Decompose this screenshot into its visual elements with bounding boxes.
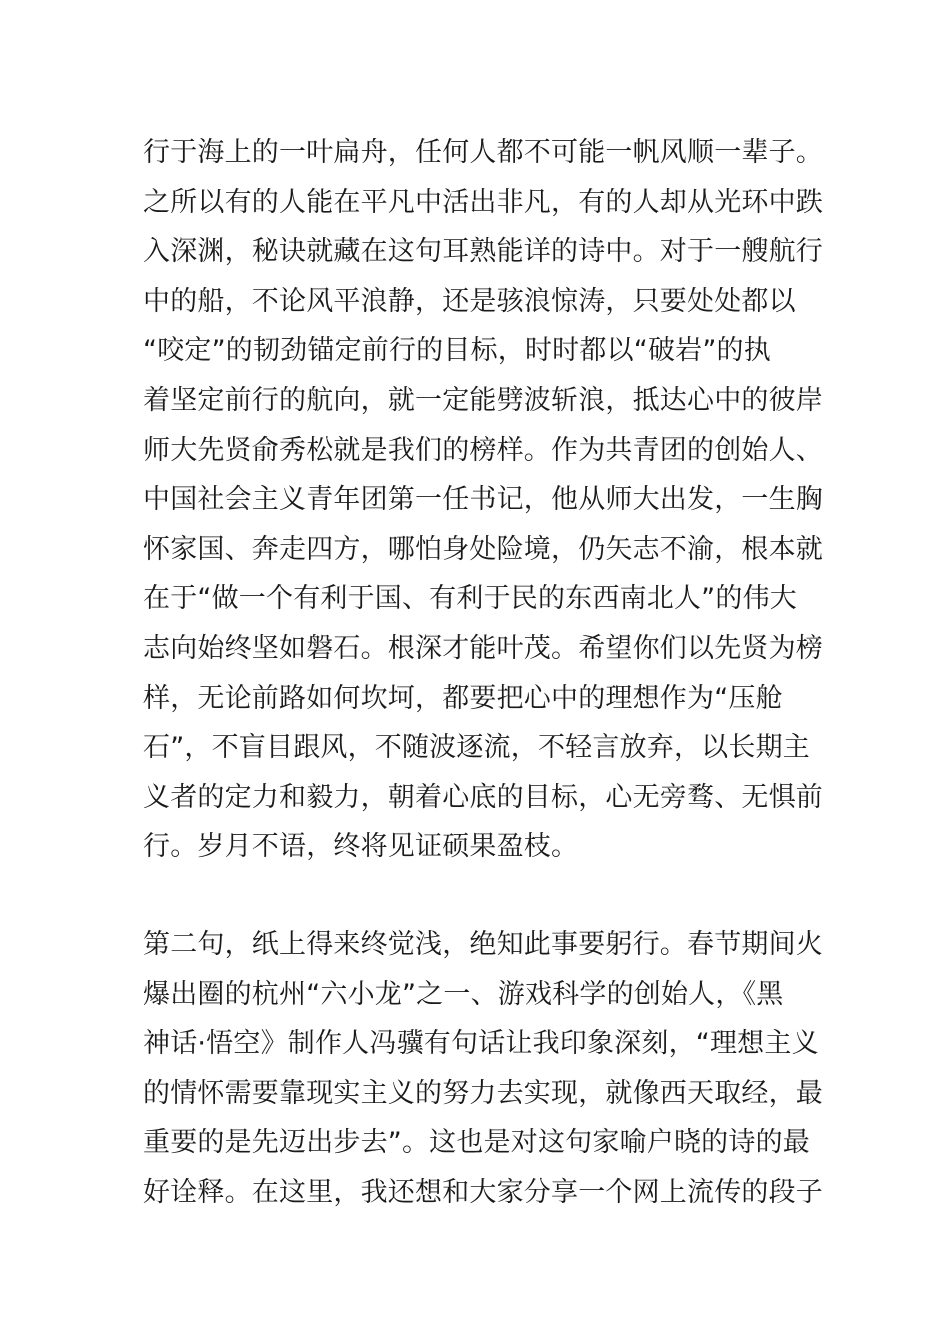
paragraph — [143, 128, 823, 872]
text-line: 行于海上的一叶扁舟，任何人都不可能一帆风顺一辈子。 — [143, 137, 823, 168]
text-line: 的情怀需要靠现实主义的努力去实现，就像西天取经，最 — [143, 1077, 823, 1109]
text-line: 神话·悟空》制作人冯骥有句话让我印象深刻，“理想主义 — [143, 1028, 819, 1060]
text-line: 第二句，纸上得来终觉浅，绝知此事要躬行。春节期间火 — [143, 929, 823, 960]
text-line: 入深渊，秘诀就藏在这句耳熟能详的诗中。对于一艘航行 — [143, 236, 823, 268]
text-line: 义者的定力和毅力，朝着心底的目标，心无旁骛、无惧前 — [143, 781, 823, 813]
text-line: 好诠释。在这里，我还想和大家分享一个网上流传的段子 — [143, 1176, 823, 1208]
text-line: “咬定”的韧劲锚定前行的目标，时时都以“破岩”的执 — [143, 335, 771, 367]
text-line: 之所以有的人能在平凡中活出非凡，有的人却从光环中跌 — [143, 186, 823, 218]
text-line: 爆出圈的杭州“六小龙”之一、游戏科学的创始人，《黑 — [143, 978, 784, 1010]
text-line: 在于“做一个有利于国、有利于民的东西南北人”的伟大 — [143, 583, 797, 615]
text-line: 石”，不盲目跟风，不随波逐流，不轻言放弃，以长期主 — [143, 732, 810, 764]
text-line: 师大先贤俞秀松就是我们的榜样。作为共青团的创始人、 — [143, 434, 823, 466]
paragraph — [143, 920, 823, 1218]
text-line: 志向始终坚如磐石。根深才能叶茂。希望你们以先贤为榜 — [143, 632, 823, 664]
text-line: 中国社会主义青年团第一任书记，他从师大出发，一生胸 — [143, 484, 823, 516]
text-line: 重要的是先迈出步去”。这也是对这句家喻户晓的诗的最 — [143, 1127, 810, 1159]
text-line: 样，无论前路如何坎坷，都要把心中的理想作为“压舱 — [143, 682, 783, 714]
text-line: 着坚定前行的航向，就一定能劈波斩浪，抵达心中的彼岸 — [143, 384, 823, 416]
text-line: 怀家国、奔走四方，哪怕身处险境，仍矢志不渝，根本就 — [143, 533, 823, 565]
text-line: 行。岁月不语，终将见证硕果盈枝。 — [143, 831, 579, 863]
text-line: 中的船，不论风平浪静，还是骇浪惊涛，只要处处都以 — [143, 285, 796, 317]
